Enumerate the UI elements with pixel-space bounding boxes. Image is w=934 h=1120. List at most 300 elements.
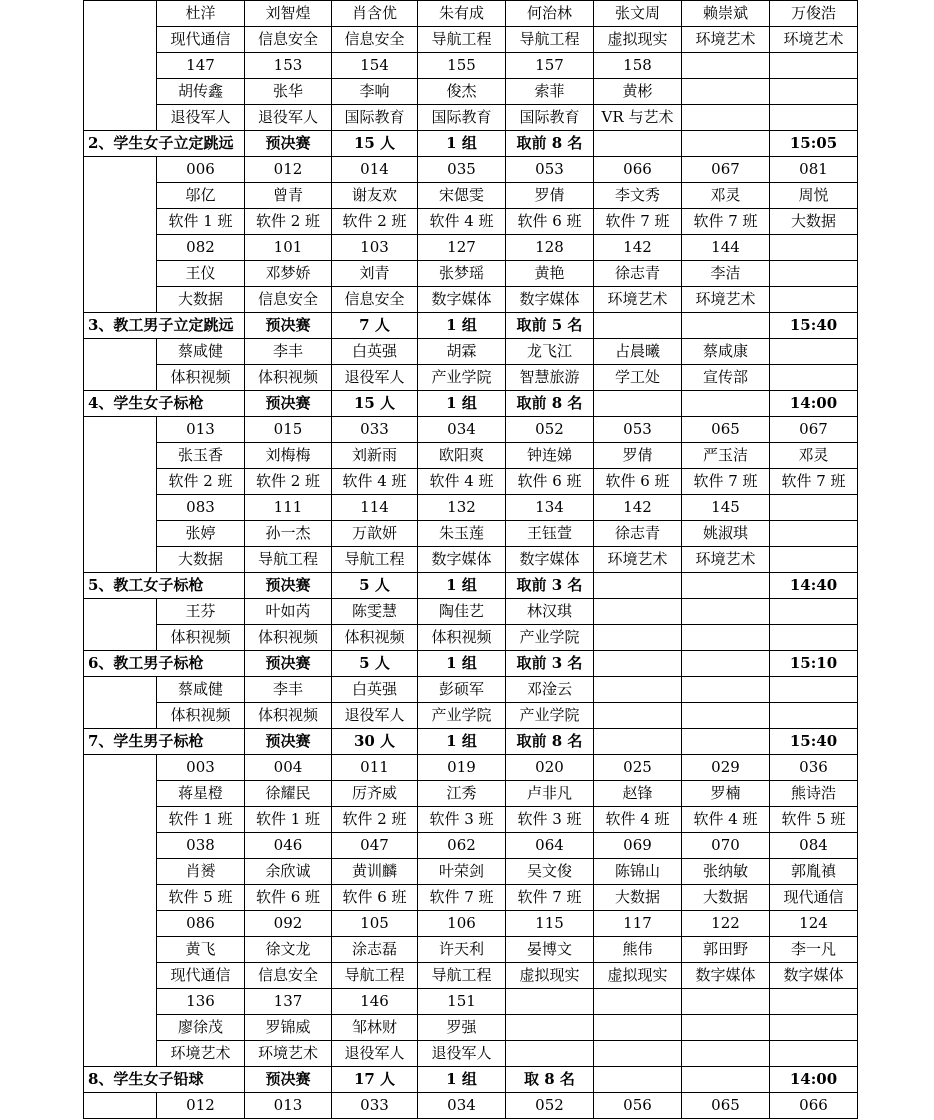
table-cell: 软件 6 班 [506, 209, 594, 235]
table-cell: 体积视频 [157, 365, 245, 391]
athlete-row [84, 53, 858, 79]
table-cell: 罗强 [418, 1015, 506, 1041]
athlete-row [84, 937, 858, 963]
athlete-row [84, 885, 858, 911]
athlete-row [84, 703, 858, 729]
event-count: 30 人 [332, 729, 418, 755]
event-round: 预决赛 [245, 729, 332, 755]
table-cell: 052 [506, 417, 594, 443]
table-cell: 罗倩 [506, 183, 594, 209]
table-cell: 体积视频 [157, 703, 245, 729]
table-cell [770, 677, 858, 703]
table-cell: 069 [594, 833, 682, 859]
table-cell: 013 [245, 1093, 332, 1119]
table-cell [682, 53, 770, 79]
event-header-row [84, 131, 858, 157]
table-cell: 142 [594, 235, 682, 261]
event-qualify: 取 8 名 [506, 1067, 594, 1093]
table-cell [770, 105, 858, 131]
event-round: 预决赛 [245, 131, 332, 157]
table-cell: 退役军人 [418, 1041, 506, 1067]
table-cell: 038 [157, 833, 245, 859]
table-cell [682, 599, 770, 625]
table-cell: 李丰 [245, 339, 332, 365]
event-qualify: 取前 3 名 [506, 573, 594, 599]
table-cell: 011 [332, 755, 418, 781]
table-cell: 徐耀民 [245, 781, 332, 807]
table-cell: 林汉琪 [506, 599, 594, 625]
table-cell: 034 [418, 417, 506, 443]
athlete-row [84, 989, 858, 1015]
table-cell: 124 [770, 911, 858, 937]
table-cell: 虚拟现实 [594, 27, 682, 53]
event-blank [594, 131, 682, 157]
table-cell: 155 [418, 53, 506, 79]
event-blank [594, 729, 682, 755]
table-cell [594, 677, 682, 703]
table-cell: 卢非凡 [506, 781, 594, 807]
table-cell: 035 [418, 157, 506, 183]
table-cell [770, 79, 858, 105]
table-cell: 软件 3 班 [506, 807, 594, 833]
event-blank [594, 651, 682, 677]
table-cell: 软件 7 班 [594, 209, 682, 235]
table-cell: 软件 4 班 [682, 807, 770, 833]
event-groups: 1 组 [418, 391, 506, 417]
table-cell: 学工处 [594, 365, 682, 391]
table-cell: 现代通信 [770, 885, 858, 911]
table-cell: 软件 2 班 [245, 209, 332, 235]
table-cell: 虚拟现实 [506, 963, 594, 989]
athlete-row [84, 911, 858, 937]
event-blank [682, 729, 770, 755]
table-cell: 周悦 [770, 183, 858, 209]
table-cell: 014 [332, 157, 418, 183]
athlete-row [84, 521, 858, 547]
table-cell: 朱玉莲 [418, 521, 506, 547]
table-cell: 导航工程 [418, 27, 506, 53]
table-cell: 李洁 [682, 261, 770, 287]
event-qualify: 取前 8 名 [506, 391, 594, 417]
table-cell [682, 1041, 770, 1067]
table-cell: 导航工程 [245, 547, 332, 573]
table-cell: 软件 1 班 [245, 807, 332, 833]
event-name: 5、教工女子标枪 [84, 573, 245, 599]
event-header-row [84, 313, 858, 339]
table-cell: 邓淦云 [506, 677, 594, 703]
table-cell: 朱有成 [418, 1, 506, 27]
table-cell [682, 1015, 770, 1041]
table-cell: 肖赟 [157, 859, 245, 885]
athlete-row [84, 157, 858, 183]
table-cell: 产业学院 [418, 365, 506, 391]
table-cell: 信息安全 [332, 27, 418, 53]
table-cell: 065 [682, 417, 770, 443]
athlete-row [84, 365, 858, 391]
table-cell: 数字媒体 [418, 547, 506, 573]
event-round: 预决赛 [245, 313, 332, 339]
table-cell: 吴文俊 [506, 859, 594, 885]
event-name: 3、教工男子立定跳远 [84, 313, 245, 339]
athlete-row [84, 235, 858, 261]
table-cell: 环境艺术 [682, 287, 770, 313]
table-cell: 郭胤禛 [770, 859, 858, 885]
athlete-row [84, 781, 858, 807]
athlete-row [84, 807, 858, 833]
table-cell: 软件 2 班 [332, 209, 418, 235]
table-cell: 136 [157, 989, 245, 1015]
table-cell: 134 [506, 495, 594, 521]
table-cell: 106 [418, 911, 506, 937]
table-cell: 徐志青 [594, 521, 682, 547]
table-cell: 体积视频 [245, 365, 332, 391]
event-time: 15:10 [770, 651, 858, 677]
table-cell [770, 599, 858, 625]
table-cell: 邹林财 [332, 1015, 418, 1041]
table-cell: 胡霖 [418, 339, 506, 365]
event-groups: 1 组 [418, 729, 506, 755]
table-cell: 俊杰 [418, 79, 506, 105]
table-cell: 熊诗浩 [770, 781, 858, 807]
athlete-row [84, 105, 858, 131]
event-time: 15:40 [770, 313, 858, 339]
table-cell [682, 989, 770, 1015]
table-cell: 蒋星橙 [157, 781, 245, 807]
table-cell: 环境艺术 [682, 547, 770, 573]
table-cell [770, 547, 858, 573]
table-cell: 黄艳 [506, 261, 594, 287]
table-cell: 084 [770, 833, 858, 859]
table-cell: 熊伟 [594, 937, 682, 963]
table-cell: 郭田野 [682, 937, 770, 963]
table-cell: 产业学院 [418, 703, 506, 729]
event-qualify: 取前 5 名 [506, 313, 594, 339]
table-cell: 张婷 [157, 521, 245, 547]
event-time: 14:40 [770, 573, 858, 599]
table-cell: 黄彬 [594, 79, 682, 105]
event-qualify: 取前 8 名 [506, 729, 594, 755]
table-cell: 101 [245, 235, 332, 261]
event-time: 15:05 [770, 131, 858, 157]
table-cell: 环境艺术 [157, 1041, 245, 1067]
event-blank [682, 573, 770, 599]
table-cell [594, 599, 682, 625]
table-cell [506, 989, 594, 1015]
table-cell: 020 [506, 755, 594, 781]
table-cell: 虚拟现实 [594, 963, 682, 989]
table-cell: 软件 2 班 [332, 807, 418, 833]
athlete-row [84, 183, 858, 209]
table-cell: 软件 4 班 [418, 209, 506, 235]
event-name: 6、教工男子标枪 [84, 651, 245, 677]
table-cell: 软件 4 班 [332, 469, 418, 495]
table-cell: 数字媒体 [682, 963, 770, 989]
table-cell: 陈锦山 [594, 859, 682, 885]
table-cell: 体积视频 [245, 703, 332, 729]
table-cell: 导航工程 [332, 547, 418, 573]
event-groups: 1 组 [418, 573, 506, 599]
event-blank [594, 1067, 682, 1093]
table-cell: 邓灵 [682, 183, 770, 209]
table-cell: 127 [418, 235, 506, 261]
table-cell: 胡传鑫 [157, 79, 245, 105]
athlete-row [84, 443, 858, 469]
table-cell: 邓梦娇 [245, 261, 332, 287]
table-cell [682, 105, 770, 131]
event-name: 2、学生女子立定跳远 [84, 131, 245, 157]
table-cell: 蔡咸健 [157, 677, 245, 703]
schedule-body [84, 1, 858, 1119]
event-blank [682, 651, 770, 677]
table-cell: 012 [245, 157, 332, 183]
table-cell: 信息安全 [245, 27, 332, 53]
table-cell: 软件 2 班 [245, 469, 332, 495]
table-cell: 黄飞 [157, 937, 245, 963]
table-cell: 软件 5 班 [770, 807, 858, 833]
table-cell: 导航工程 [332, 963, 418, 989]
event-groups: 1 组 [418, 131, 506, 157]
event-count: 5 人 [332, 573, 418, 599]
table-cell: 现代通信 [157, 27, 245, 53]
table-cell: 142 [594, 495, 682, 521]
table-cell: 122 [682, 911, 770, 937]
table-cell: 体积视频 [157, 625, 245, 651]
table-cell [594, 703, 682, 729]
table-cell [594, 625, 682, 651]
table-cell: 罗锦威 [245, 1015, 332, 1041]
athlete-row [84, 27, 858, 53]
table-cell: 大数据 [682, 885, 770, 911]
table-cell: 034 [418, 1093, 506, 1119]
athlete-row [84, 755, 858, 781]
table-cell: 157 [506, 53, 594, 79]
table-cell: 叶荣剑 [418, 859, 506, 885]
table-cell: 软件 4 班 [594, 807, 682, 833]
event-name: 7、学生男子标枪 [84, 729, 245, 755]
table-cell: 062 [418, 833, 506, 859]
event-groups: 1 组 [418, 651, 506, 677]
table-cell: 退役军人 [332, 365, 418, 391]
table-cell: 严玉洁 [682, 443, 770, 469]
table-cell: 蔡咸康 [682, 339, 770, 365]
table-cell: 大数据 [157, 287, 245, 313]
athlete-row [84, 859, 858, 885]
table-cell: 刘梅梅 [245, 443, 332, 469]
event-blank [594, 573, 682, 599]
table-cell [506, 1041, 594, 1067]
event-time: 14:00 [770, 391, 858, 417]
athlete-row [84, 625, 858, 651]
table-cell: 025 [594, 755, 682, 781]
table-cell: 曾青 [245, 183, 332, 209]
table-cell: 083 [157, 495, 245, 521]
event-qualify: 取前 8 名 [506, 131, 594, 157]
table-cell [594, 989, 682, 1015]
athlete-row [84, 599, 858, 625]
table-cell: 环境艺术 [770, 27, 858, 53]
event-round: 预决赛 [245, 391, 332, 417]
table-cell: 刘青 [332, 261, 418, 287]
table-cell: 056 [594, 1093, 682, 1119]
table-cell: 软件 7 班 [418, 885, 506, 911]
table-cell: 信息安全 [245, 963, 332, 989]
table-cell: 013 [157, 417, 245, 443]
table-cell: 张梦瑶 [418, 261, 506, 287]
table-cell: 053 [594, 417, 682, 443]
event-groups: 1 组 [418, 1067, 506, 1093]
event-header-row [84, 391, 858, 417]
table-cell: 036 [770, 755, 858, 781]
athlete-row [84, 469, 858, 495]
table-cell [770, 235, 858, 261]
table-cell: 张文周 [594, 1, 682, 27]
table-cell: 105 [332, 911, 418, 937]
table-cell [770, 287, 858, 313]
athlete-row [84, 209, 858, 235]
table-cell: 龙飞江 [506, 339, 594, 365]
table-cell: 廖徐茂 [157, 1015, 245, 1041]
table-cell [770, 1015, 858, 1041]
table-cell: 软件 7 班 [682, 209, 770, 235]
table-cell: 欧阳爽 [418, 443, 506, 469]
table-cell: 退役军人 [157, 105, 245, 131]
table-cell: 012 [157, 1093, 245, 1119]
group-spacer-cell [84, 417, 157, 573]
table-cell: 产业学院 [506, 625, 594, 651]
event-round: 预决赛 [245, 573, 332, 599]
table-cell: 邓灵 [770, 443, 858, 469]
event-count: 17 人 [332, 1067, 418, 1093]
table-cell [506, 1015, 594, 1041]
table-cell: 软件 7 班 [506, 885, 594, 911]
table-cell: 数字媒体 [418, 287, 506, 313]
table-cell: 092 [245, 911, 332, 937]
table-cell: 涂志磊 [332, 937, 418, 963]
table-cell: 151 [418, 989, 506, 1015]
event-blank [682, 391, 770, 417]
table-cell: 徐文龙 [245, 937, 332, 963]
table-cell: 退役军人 [245, 105, 332, 131]
table-cell: 赵锋 [594, 781, 682, 807]
table-cell: 软件 3 班 [418, 807, 506, 833]
table-cell: 103 [332, 235, 418, 261]
table-cell: 江秀 [418, 781, 506, 807]
table-cell: 李丰 [245, 677, 332, 703]
event-header-row [84, 651, 858, 677]
table-cell: VR 与艺术 [594, 105, 682, 131]
table-cell: 数字媒体 [506, 287, 594, 313]
table-cell: 115 [506, 911, 594, 937]
table-cell: 刘新雨 [332, 443, 418, 469]
table-cell: 046 [245, 833, 332, 859]
athlete-row [84, 79, 858, 105]
table-cell: 国际教育 [418, 105, 506, 131]
event-round: 预决赛 [245, 1067, 332, 1093]
table-cell: 肖含优 [332, 1, 418, 27]
athlete-row [84, 417, 858, 443]
table-cell: 罗楠 [682, 781, 770, 807]
table-cell: 067 [682, 157, 770, 183]
table-cell: 张玉香 [157, 443, 245, 469]
group-spacer-cell [84, 1093, 157, 1119]
table-cell: 邬亿 [157, 183, 245, 209]
table-cell: 退役军人 [332, 703, 418, 729]
table-cell [594, 1015, 682, 1041]
table-cell: 索菲 [506, 79, 594, 105]
event-time: 15:40 [770, 729, 858, 755]
table-cell: 环境艺术 [682, 27, 770, 53]
table-cell: 许天利 [418, 937, 506, 963]
table-cell: 065 [682, 1093, 770, 1119]
table-cell: 王仪 [157, 261, 245, 287]
table-cell: 姚淑琪 [682, 521, 770, 547]
table-cell [682, 677, 770, 703]
table-cell: 029 [682, 755, 770, 781]
table-cell: 王芬 [157, 599, 245, 625]
table-cell: 154 [332, 53, 418, 79]
table-cell: 145 [682, 495, 770, 521]
event-blank [594, 391, 682, 417]
table-cell: 李一凡 [770, 937, 858, 963]
table-cell: 孙一杰 [245, 521, 332, 547]
table-cell [682, 703, 770, 729]
table-cell: 软件 6 班 [332, 885, 418, 911]
event-header-row [84, 729, 858, 755]
table-cell: 环境艺术 [594, 547, 682, 573]
table-cell: 114 [332, 495, 418, 521]
event-name: 4、学生女子标枪 [84, 391, 245, 417]
athlete-row [84, 339, 858, 365]
table-cell: 黄训麟 [332, 859, 418, 885]
table-cell: 万歆妍 [332, 521, 418, 547]
group-spacer-cell [84, 157, 157, 313]
table-cell: 李响 [332, 79, 418, 105]
event-count: 5 人 [332, 651, 418, 677]
table-cell: 赖崇斌 [682, 1, 770, 27]
table-cell: 徐志青 [594, 261, 682, 287]
table-cell: 033 [332, 1093, 418, 1119]
table-cell: 081 [770, 157, 858, 183]
event-blank [594, 313, 682, 339]
athlete-row [84, 1093, 858, 1119]
table-cell: 刘智煌 [245, 1, 332, 27]
table-cell: 环境艺术 [245, 1041, 332, 1067]
table-cell: 软件 6 班 [594, 469, 682, 495]
table-cell: 软件 7 班 [682, 469, 770, 495]
table-cell: 086 [157, 911, 245, 937]
table-cell: 环境艺术 [594, 287, 682, 313]
table-cell: 147 [157, 53, 245, 79]
table-cell: 陶佳艺 [418, 599, 506, 625]
table-cell: 052 [506, 1093, 594, 1119]
table-cell: 导航工程 [506, 27, 594, 53]
table-cell: 李文秀 [594, 183, 682, 209]
table-cell [682, 625, 770, 651]
table-cell: 软件 5 班 [157, 885, 245, 911]
table-cell: 张纳敏 [682, 859, 770, 885]
table-cell: 软件 6 班 [506, 469, 594, 495]
event-header-row [84, 573, 858, 599]
table-cell: 153 [245, 53, 332, 79]
schedule-table [83, 0, 858, 1119]
table-cell: 杜洋 [157, 1, 245, 27]
event-groups: 1 组 [418, 313, 506, 339]
table-cell: 厉齐威 [332, 781, 418, 807]
table-cell: 谢友欢 [332, 183, 418, 209]
table-cell [770, 53, 858, 79]
table-cell: 158 [594, 53, 682, 79]
table-cell: 137 [245, 989, 332, 1015]
